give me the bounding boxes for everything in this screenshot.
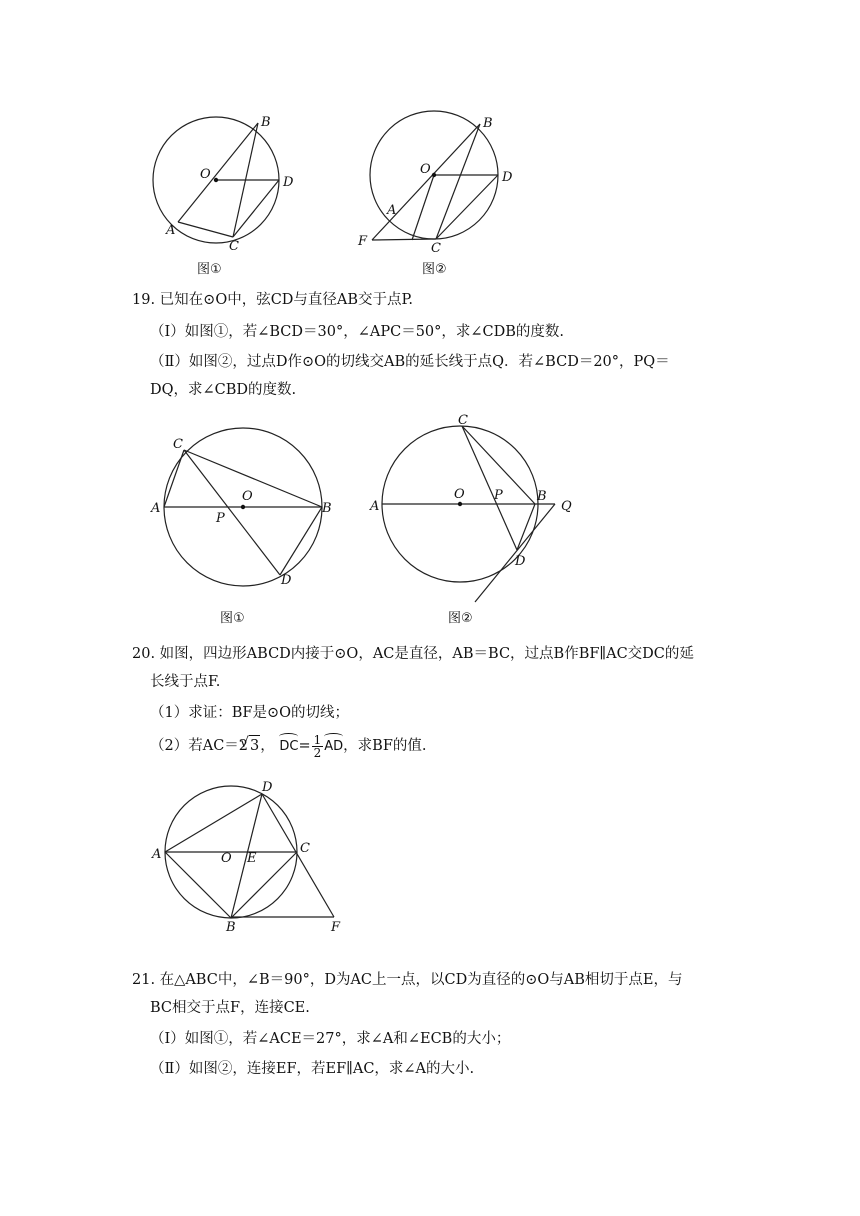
q20-part1: （1）求证：BF是⊙O的切线；	[150, 705, 349, 721]
label-c: C	[300, 841, 310, 856]
segment-fc	[372, 239, 436, 240]
q20-part2-suffix: ，求BF的值.	[343, 738, 427, 754]
label-d: D	[262, 780, 273, 795]
q21-stem-line1	[132, 970, 742, 990]
label-p: P	[494, 488, 503, 503]
label-d: D	[502, 170, 513, 185]
sqrt-value: √ 3	[249, 735, 260, 756]
label-c: C	[173, 437, 183, 452]
label-c: C	[229, 239, 239, 254]
label-o: O	[420, 162, 431, 177]
fraction-numerator: 1	[313, 732, 322, 747]
q21-stem-text: 在△ABC中，∠B＝90°，D为AC上一点，以CD为直径的⊙O与AB相切于点E，与	[159, 972, 683, 988]
q20-stem-line2: 长线于点F.	[150, 674, 221, 690]
q20-part2-prefix: （2）若AC＝2	[150, 738, 249, 754]
label-a: A	[387, 203, 397, 218]
q19-stem	[132, 290, 742, 310]
label-c: C	[458, 413, 468, 428]
label-o: O	[200, 167, 211, 182]
fraction-half	[312, 734, 324, 759]
q21-part1: （Ⅰ）如图①，若∠ACE＝27°，求∠A和∠ECB的大小；	[150, 1031, 511, 1047]
segment-db	[280, 507, 322, 575]
question-number: 21.	[132, 972, 156, 988]
figure-caption: 图①	[220, 611, 245, 626]
label-o: O	[454, 487, 465, 502]
q20-stem-text: 如图，四边形ABCD内接于⊙O，AC是直径，AB＝BC，过点B作BF∥AC交DC的延	[159, 646, 694, 662]
segment-fb	[372, 124, 480, 240]
label-b: B	[537, 489, 547, 504]
label-a: A	[151, 501, 161, 516]
label-f: F	[358, 234, 368, 249]
label-p: P	[216, 511, 225, 526]
figure-q19-1	[145, 425, 345, 630]
segment-dc-extended	[262, 794, 334, 917]
figure-caption: 图②	[448, 611, 473, 626]
segment-cd	[184, 450, 280, 575]
label-b: B	[226, 920, 236, 935]
label-o: O	[242, 489, 253, 504]
segment-ab	[178, 123, 258, 222]
fraction-denominator: 2	[313, 745, 322, 760]
arc-dc: DC	[279, 733, 298, 757]
label-d: D	[515, 554, 526, 569]
center-point	[458, 502, 462, 506]
label-a: A	[152, 847, 162, 862]
label-a: A	[166, 223, 176, 238]
segment-bc	[231, 852, 297, 918]
label-b: B	[322, 501, 332, 516]
q21-part2: （Ⅱ）如图②，连接EF，若EF∥AC，求∠A的大小.	[150, 1061, 475, 1077]
figure-q18-2	[350, 100, 530, 280]
tangent-line	[475, 504, 555, 602]
segment-cb	[184, 450, 322, 507]
q21-stem-line2: BC相交于点F，连接CE.	[150, 1000, 310, 1016]
center-point	[241, 505, 245, 509]
q19-part2-line1: （Ⅱ）如图②，过点D作⊙O的切线交AB的延长线于点Q．若∠BCD＝20°，PQ＝	[150, 354, 670, 370]
q19-part1: （Ⅰ）如图①，若∠BCD＝30°，∠APC＝50°，求∠CDB的度数.	[150, 324, 565, 340]
label-b: B	[483, 116, 493, 131]
question-number: 19.	[132, 292, 156, 308]
figure-q18-1	[140, 100, 320, 280]
label-b: B	[261, 115, 271, 130]
q20-stem-line1	[132, 644, 742, 664]
segment-ad	[165, 794, 262, 852]
center-point	[432, 173, 436, 177]
label-f: F	[331, 920, 341, 935]
figure-caption: 图①	[197, 262, 222, 277]
arc-ad: AD	[324, 733, 343, 757]
figure-q20	[145, 775, 355, 935]
label-o: O	[221, 851, 232, 866]
equals-sign: =	[298, 738, 311, 754]
label-c: C	[431, 241, 441, 256]
figure-q19-2	[365, 405, 585, 630]
segment-bc	[436, 124, 480, 239]
label-e: E	[247, 851, 257, 866]
segment-cd	[462, 426, 517, 550]
label-a: A	[370, 499, 380, 514]
segment-bd	[517, 504, 535, 550]
label-d: D	[283, 175, 294, 190]
q19-part2-line2: DQ，求∠CBD的度数.	[150, 382, 297, 398]
segment-ac	[178, 222, 233, 237]
segment-ac	[164, 450, 184, 507]
label-d: D	[281, 573, 292, 588]
q20-part2	[150, 733, 760, 759]
q19-stem-text: 已知在⊙O中，弦CD与直径AB交于点P.	[159, 292, 413, 308]
center-point	[214, 178, 218, 182]
label-q: Q	[561, 499, 572, 514]
question-number: 20.	[132, 646, 156, 662]
q20-part2-mid: ，	[260, 738, 275, 754]
figure-caption: 图②	[422, 262, 447, 277]
